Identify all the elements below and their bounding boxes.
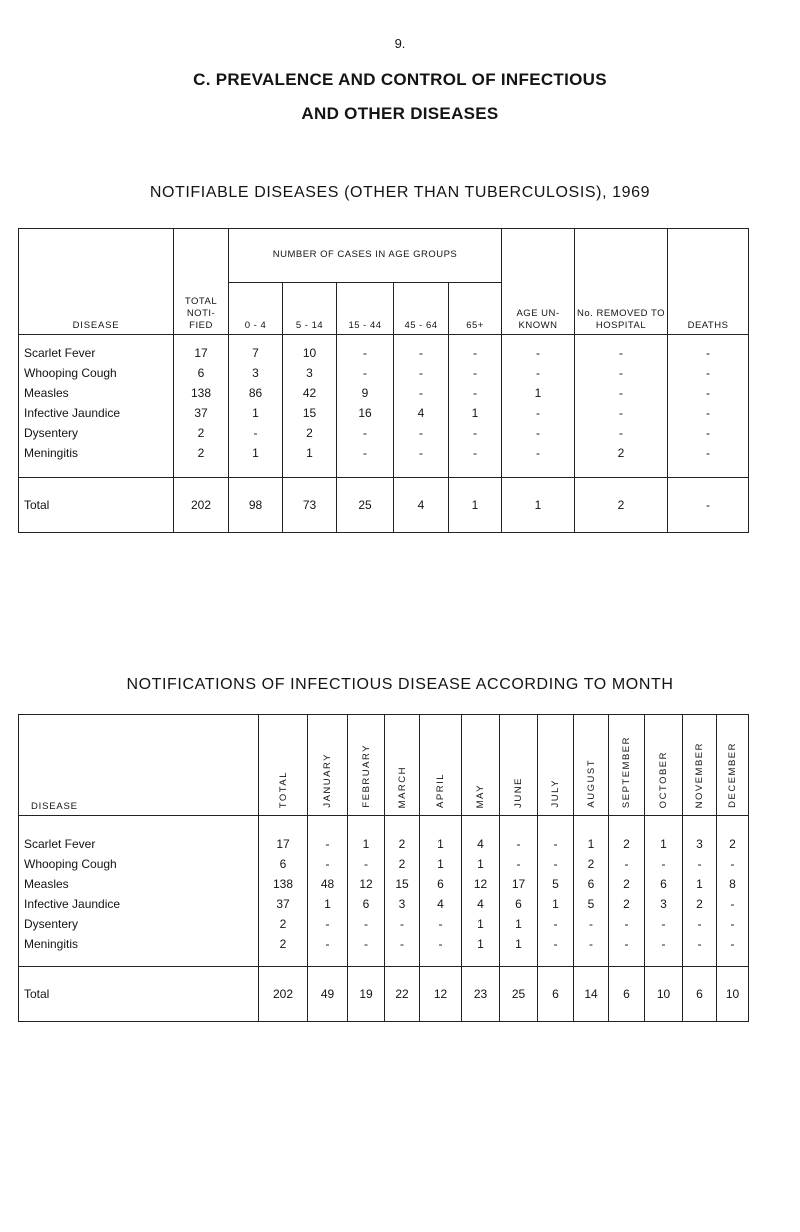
table2-cell: - bbox=[624, 937, 629, 951]
table1-cell: - bbox=[419, 446, 423, 460]
t1-header-removed: No. REMOVED TO HOSPITAL bbox=[575, 229, 668, 335]
table1-cell: 1 bbox=[306, 446, 313, 460]
table1-cell: - bbox=[363, 346, 367, 360]
table2-cell: 3 bbox=[660, 897, 667, 911]
table2-cell: 3 bbox=[398, 897, 406, 911]
table2-cell: 2 bbox=[729, 837, 736, 851]
table1-cell: - bbox=[363, 446, 367, 460]
table2-total-cell: 12 bbox=[420, 967, 462, 1022]
table2-row-label: Whooping Cough bbox=[24, 857, 117, 871]
table2-cell: 2 bbox=[279, 937, 287, 951]
table2-cell: 6 bbox=[279, 857, 287, 871]
table1-total-cell: 4 bbox=[394, 478, 449, 533]
table2-cell: 8 bbox=[729, 877, 736, 891]
table1-cell: 6 bbox=[197, 366, 205, 380]
table1-cell: - bbox=[536, 446, 541, 460]
t2-header-total bbox=[259, 715, 308, 816]
table2-row-label: Measles bbox=[24, 877, 69, 891]
table2-value-column bbox=[683, 816, 717, 967]
table2-cell: - bbox=[697, 857, 702, 871]
table1-title: NOTIFIABLE DISEASES (OTHER THAN TUBERCULOSIS), 1969 bbox=[149, 184, 651, 201]
table2-row-label: Infective Jaundice bbox=[24, 897, 121, 911]
table2-total-cell: 22 bbox=[385, 967, 420, 1022]
table1-cell: - bbox=[619, 406, 624, 420]
table1-cell: 15 bbox=[302, 406, 317, 420]
table1-cell: 16 bbox=[358, 406, 372, 420]
table1-cell: - bbox=[706, 386, 711, 400]
table2-cell: 1 bbox=[515, 917, 522, 931]
table2-cell: 2 bbox=[587, 857, 595, 871]
table2-cell: 2 bbox=[623, 877, 630, 891]
table1-cell: - bbox=[619, 346, 624, 360]
table1-cell: - bbox=[706, 346, 711, 360]
table1-total-cell: 73 bbox=[283, 478, 337, 533]
t2-header-november bbox=[683, 715, 717, 816]
t2-header-june bbox=[500, 715, 538, 816]
table2-cell: 2 bbox=[279, 917, 287, 931]
table2-cell: - bbox=[730, 937, 735, 951]
table2-row-label: Scarlet Fever bbox=[24, 837, 96, 851]
table2-cell: - bbox=[697, 937, 702, 951]
table2-value-column bbox=[717, 816, 749, 967]
table2-title: NOTIFICATIONS OF INFECTIOUS DISEASE ACCORDING TO MONTH bbox=[126, 676, 674, 693]
section-heading-line1: C. PREVALENCE AND CONTROL OF INFECTIOUS bbox=[193, 70, 607, 89]
table2-cell: - bbox=[516, 837, 521, 851]
table1-cell: - bbox=[536, 406, 541, 420]
table2-cell: - bbox=[400, 937, 404, 951]
table2-total-cell: 19 bbox=[348, 967, 385, 1022]
table2-cell: 5 bbox=[587, 897, 595, 911]
table2-cell: - bbox=[364, 937, 368, 951]
table1-cell: 42 bbox=[302, 386, 317, 400]
table2-cell: - bbox=[325, 837, 330, 851]
table2-row-label: Dysentery bbox=[24, 917, 79, 931]
table1-disease-column bbox=[19, 335, 174, 478]
table2-cell: - bbox=[400, 917, 404, 931]
table1-cell: - bbox=[706, 406, 711, 420]
table2-total-cell: 49 bbox=[308, 967, 348, 1022]
table1-value-column bbox=[283, 335, 337, 478]
table2-value-column bbox=[385, 816, 420, 967]
t1-header-age-2: 15 - 44 bbox=[337, 283, 394, 335]
table1-cell: 37 bbox=[194, 406, 208, 420]
table2-cell: - bbox=[661, 857, 666, 871]
table2-cell: - bbox=[624, 857, 629, 871]
monthly-notifications-table bbox=[18, 714, 749, 1022]
t2-header-label: JULY bbox=[550, 779, 561, 808]
table2-cell: - bbox=[438, 937, 443, 951]
table2-cell: 2 bbox=[623, 837, 630, 851]
table2-total-cell: 25 bbox=[500, 967, 538, 1022]
t2-header-august bbox=[574, 715, 609, 816]
t2-header-label: OCTOBER bbox=[658, 750, 669, 808]
t2-header-july bbox=[538, 715, 574, 816]
table1-cell: - bbox=[473, 426, 477, 440]
table2-cell: - bbox=[516, 857, 521, 871]
page-number: 9. bbox=[394, 36, 406, 51]
table2-total-cell: 202 bbox=[259, 967, 308, 1022]
table2-cell: - bbox=[730, 857, 735, 871]
table2-cell: - bbox=[553, 937, 558, 951]
t2-header-label: DECEMBER bbox=[727, 742, 738, 808]
table1-cell: - bbox=[473, 446, 477, 460]
table1-row-label: Whooping Cough bbox=[24, 366, 117, 380]
t2-header-label: JUNE bbox=[513, 777, 524, 808]
t2-header-label: JANUARY bbox=[322, 753, 333, 808]
table2-cell: 1 bbox=[477, 937, 484, 951]
table2-row-label: Meningitis bbox=[24, 937, 79, 951]
table2-cell: - bbox=[553, 857, 558, 871]
table2-cell: 6 bbox=[660, 877, 667, 891]
table2-cell: - bbox=[438, 917, 443, 931]
table2-value-column bbox=[420, 816, 462, 967]
table1-cell: - bbox=[473, 366, 477, 380]
t2-header-label: APRIL bbox=[435, 773, 446, 808]
table1-cell: - bbox=[419, 366, 423, 380]
table2-cell: 12 bbox=[359, 877, 373, 891]
table1-value-column bbox=[394, 335, 449, 478]
table2-cell: 1 bbox=[477, 857, 484, 871]
t1-header-age-1: 5 - 14 bbox=[283, 283, 337, 335]
table2-value-column bbox=[609, 816, 645, 967]
table2-value-column bbox=[462, 816, 500, 967]
t1-header-disease: DISEASE bbox=[19, 229, 174, 335]
table2-value-column bbox=[259, 816, 308, 967]
table1-total-cell: 25 bbox=[337, 478, 394, 533]
table2-cell: 1 bbox=[437, 857, 444, 871]
table2-cell: - bbox=[730, 897, 735, 911]
table2-cell: - bbox=[325, 917, 330, 931]
t2-header-label: AUGUST bbox=[585, 759, 597, 808]
table2-cell: 1 bbox=[696, 877, 703, 891]
table1-cell: - bbox=[706, 446, 711, 460]
table2-cell: - bbox=[661, 937, 666, 951]
t2-header-label: MARCH bbox=[396, 765, 408, 808]
table1-cell: 10 bbox=[302, 346, 317, 360]
table1-cell: - bbox=[706, 366, 711, 380]
table1-cell: - bbox=[419, 426, 423, 440]
table2-cell: - bbox=[589, 937, 593, 951]
t2-header-december bbox=[717, 715, 749, 816]
t1-header-age-unknown: AGE UN- KNOWN bbox=[502, 229, 575, 335]
table1-row-label: Infective Jaundice bbox=[24, 406, 121, 420]
t2-header-disease: DISEASE bbox=[19, 715, 259, 816]
t2-header-march bbox=[385, 715, 420, 816]
table2-cell: - bbox=[364, 857, 368, 871]
table1-cell: 3 bbox=[252, 366, 259, 380]
t1-header-age-4: 65+ bbox=[449, 283, 502, 335]
table1-cell: - bbox=[473, 386, 477, 400]
table2-cell: 1 bbox=[362, 837, 370, 851]
t2-header-label: SEPTEMBER bbox=[621, 735, 632, 808]
table2-value-column bbox=[308, 816, 348, 967]
t2-header-label: TOTAL bbox=[277, 770, 289, 808]
table1-cell: - bbox=[536, 346, 541, 360]
table2-total-cell: 6 bbox=[538, 967, 574, 1022]
table1-total-cell: - bbox=[668, 478, 749, 533]
table1-cell: 17 bbox=[194, 346, 208, 360]
table1-value-column bbox=[449, 335, 502, 478]
section-heading-line2: AND OTHER DISEASES bbox=[301, 104, 499, 123]
table1-cell: 138 bbox=[190, 386, 212, 400]
t2-header-september bbox=[609, 715, 645, 816]
t2-header-october bbox=[645, 715, 683, 816]
table2-cell: 1 bbox=[660, 837, 667, 851]
table2-cell: 4 bbox=[477, 837, 484, 851]
table1-total-cell: 1 bbox=[449, 478, 502, 533]
table1-cell: - bbox=[536, 366, 541, 380]
table2-cell: - bbox=[325, 937, 330, 951]
table2-cell: 2 bbox=[398, 837, 406, 851]
table2-cell: 4 bbox=[437, 897, 444, 911]
table2-cell: - bbox=[364, 917, 368, 931]
table2-disease-column bbox=[19, 816, 259, 967]
t2-header-april bbox=[420, 715, 462, 816]
table1-cell: 86 bbox=[248, 386, 263, 400]
table1-total-cell: 202 bbox=[174, 478, 229, 533]
table1-value-column bbox=[575, 335, 668, 478]
table2-cell: 2 bbox=[623, 897, 630, 911]
table2-cell: 1 bbox=[437, 837, 444, 851]
table1-cell: 1 bbox=[534, 386, 542, 400]
table1-cell: 9 bbox=[361, 386, 369, 400]
table2-cell: 1 bbox=[515, 937, 522, 951]
table1-cell: 4 bbox=[417, 406, 425, 420]
table2-value-column bbox=[348, 816, 385, 967]
table1-cell: 1 bbox=[471, 406, 479, 420]
table2-total-cell: 23 bbox=[462, 967, 500, 1022]
t2-header-january bbox=[308, 715, 348, 816]
t1-header-age-3: 45 - 64 bbox=[394, 283, 449, 335]
table2-cell: 12 bbox=[473, 877, 488, 891]
table2-cell: 17 bbox=[276, 837, 290, 851]
table2-cell: - bbox=[325, 857, 330, 871]
table1-row-label: Meningitis bbox=[24, 446, 79, 460]
table1-cell: - bbox=[419, 386, 423, 400]
table1-cell: - bbox=[473, 346, 477, 360]
table1-cell: - bbox=[419, 346, 423, 360]
t2-header-february bbox=[348, 715, 385, 816]
table1-cell: 2 bbox=[306, 426, 313, 440]
table1-cell: 2 bbox=[617, 446, 625, 460]
table2-total-cell: 6 bbox=[683, 967, 717, 1022]
table2-cell: - bbox=[730, 917, 735, 931]
table1-cell: 1 bbox=[252, 446, 259, 460]
table1-cell: - bbox=[619, 426, 624, 440]
table2-value-column bbox=[500, 816, 538, 967]
table2-cell: 5 bbox=[552, 877, 559, 891]
table2-cell: - bbox=[697, 917, 702, 931]
table2-cell: 2 bbox=[696, 897, 703, 911]
table1-cell: 7 bbox=[252, 346, 259, 360]
table2-cell: 6 bbox=[515, 897, 522, 911]
table2-cell: 6 bbox=[587, 877, 595, 891]
table1-cell: 2 bbox=[197, 446, 205, 460]
t2-header-label: FEBRUARY bbox=[360, 744, 372, 808]
table2-cell: 4 bbox=[477, 897, 484, 911]
table1-value-column bbox=[668, 335, 749, 478]
table1-cell: - bbox=[536, 426, 541, 440]
table2-cell: - bbox=[553, 917, 558, 931]
table1-value-column bbox=[502, 335, 575, 478]
table2-value-column bbox=[645, 816, 683, 967]
t1-header-age-0: 0 - 4 bbox=[229, 283, 283, 335]
table1-cell: - bbox=[363, 366, 367, 380]
table1-cell: - bbox=[619, 366, 624, 380]
table1-cell: 2 bbox=[197, 426, 205, 440]
table1-value-column bbox=[174, 335, 229, 478]
table2-cell: 1 bbox=[552, 897, 559, 911]
table2-cell: - bbox=[589, 917, 593, 931]
table2-cell: 3 bbox=[696, 837, 703, 851]
table1-row-label: Dysentery bbox=[24, 426, 79, 440]
table1-cell: 1 bbox=[252, 406, 259, 420]
table1-total-cell: 98 bbox=[229, 478, 283, 533]
table2-cell: 1 bbox=[587, 837, 595, 851]
table2-cell: - bbox=[553, 837, 558, 851]
table1-cell: - bbox=[706, 426, 711, 440]
table1-row-label: Measles bbox=[24, 386, 69, 400]
table2-total-cell: 6 bbox=[609, 967, 645, 1022]
table2-cell: 1 bbox=[477, 917, 484, 931]
table1-value-column bbox=[229, 335, 283, 478]
table1-cell: - bbox=[253, 426, 258, 440]
table2-cell: 6 bbox=[437, 877, 444, 891]
table1-total-label: Total bbox=[19, 478, 174, 533]
table2-cell: 37 bbox=[276, 897, 290, 911]
t2-header-may bbox=[462, 715, 500, 816]
t2-header-label: NOVEMBER bbox=[694, 741, 705, 808]
table2-total-cell: 10 bbox=[717, 967, 749, 1022]
table2-value-column bbox=[538, 816, 574, 967]
table2-cell: 2 bbox=[398, 857, 406, 871]
table1-total-cell: 2 bbox=[575, 478, 668, 533]
table2-total-cell: 10 bbox=[645, 967, 683, 1022]
t1-header-deaths: DEATHS bbox=[668, 229, 749, 335]
table1-cell: - bbox=[619, 386, 624, 400]
table2-cell: 48 bbox=[320, 877, 335, 891]
table2-cell: 1 bbox=[324, 897, 331, 911]
table2-cell: 15 bbox=[395, 877, 409, 891]
notifiable-diseases-table bbox=[18, 228, 749, 533]
table1-cell: - bbox=[363, 426, 367, 440]
t1-header-total: TOTAL NOTI- FIED bbox=[174, 229, 229, 335]
t2-header-label: MAY bbox=[475, 783, 486, 808]
table2-cell: 6 bbox=[362, 897, 370, 911]
t1-header-age-groups: NUMBER OF CASES IN AGE GROUPS bbox=[229, 229, 502, 283]
table2-total-cell: 14 bbox=[574, 967, 609, 1022]
table1-value-column bbox=[337, 335, 394, 478]
table2-value-column bbox=[574, 816, 609, 967]
table2-cell: 138 bbox=[272, 877, 294, 891]
table2-cell: - bbox=[624, 917, 629, 931]
table1-cell: 3 bbox=[306, 366, 313, 380]
table2-total-label: Total bbox=[19, 967, 259, 1022]
table1-row-label: Scarlet Fever bbox=[24, 346, 96, 360]
table2-cell: 17 bbox=[511, 877, 526, 891]
table1-total-cell: 1 bbox=[502, 478, 575, 533]
table2-cell: - bbox=[661, 917, 666, 931]
